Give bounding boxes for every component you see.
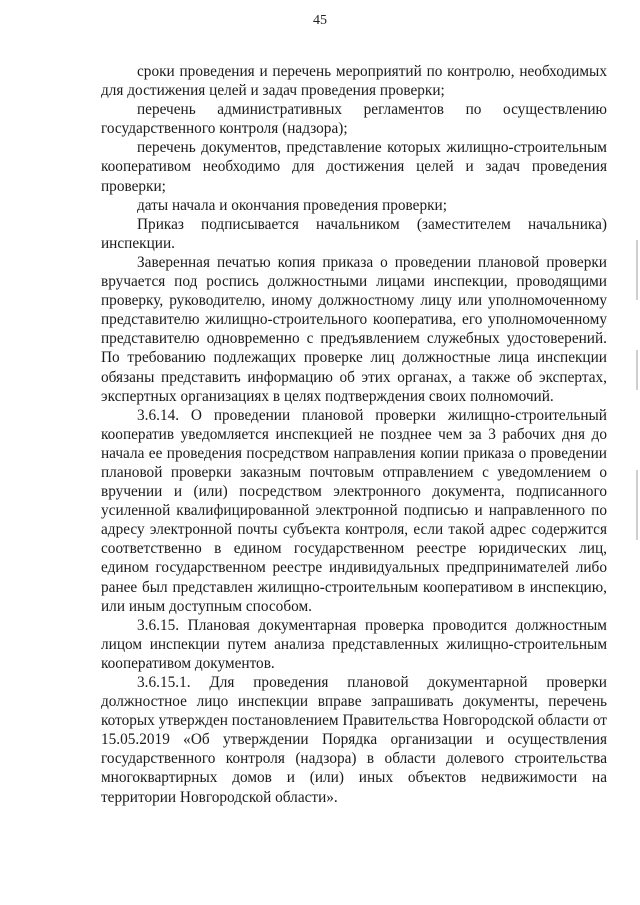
scan-edge-mark — [636, 240, 638, 300]
paragraph-order-signature: Приказ подписывается начальником (заместителем начальника) инспекции. — [101, 215, 607, 252]
paragraph-3-6-15: 3.6.15. Плановая документарная проверка проводится должностным лицом инспекции путем анализа представленных жилищно-строительным кооперативом документов. — [101, 616, 607, 672]
scan-edge-mark — [636, 470, 638, 540]
scan-edge-mark — [636, 350, 638, 390]
document-body — [101, 62, 607, 807]
paragraph-inspection-terms: сроки проведения и перечень мероприятий по контролю, необходимых для достижения целей и задач проведения проверки; — [101, 63, 607, 100]
paragraph-inspection-dates: даты начала и окончания проведения проверки; — [137, 196, 447, 214]
paragraph-order-copy-delivery: Заверенная печатью копия приказа о проведении плановой проверки вручается под роспись должностными лицами инспекции, проводящими проверку, руководителю, иному должностному лицу или уполномоченному представителю жилищно-строительного кооператива, его уполномоченному представителю одновременно с предъявлением служебных удостоверений. По требованию подлежащих проверке лиц должностные лица инспекции обязаны представить информацию об этих органах, а также об экспертах, экспертных организациях в целях подтверждения своих полномочий. — [101, 253, 607, 405]
paragraph-documents-list: перечень документов, представление которых жилищно-строительным кооперативом необходимо для достижения целей и задач проведения проверки; — [101, 139, 607, 195]
paragraph-regulations-list: перечень административных регламентов по осуществлению государственного контроля (надзора); — [101, 101, 607, 138]
paragraph-3-6-14: 3.6.14. О проведении плановой проверки жилищно-строительный кооператив уведомляется инспекцией не позднее чем за 3 рабочих дня до начала ее проведения посредством направления копии приказа о проведении плановой проверки заказным почтовым отправлением с уведомлением о вручении и (или) посредством электронного документа, подписанного усиленной квалифицированной электронной подписью и направленного по адресу электронной почты субъекта контроля, если такой адрес содержится соответственно в едином государственном реестре юридических лиц, едином государственном реестре индивидуальных предпринимателей либо ранее был представлен жилищно-строительным кооперативом в инспекцию, или иным доступным способом. — [101, 406, 607, 615]
page-number: 45 — [313, 13, 327, 28]
paragraph-3-6-15-1: 3.6.15.1. Для проведения плановой документарной проверки должностное лицо инспекции вправе запрашивать документы, перечень которых утвержден постановлением Правительства Новгородской области от 15.05.2019 «Об утверждении Порядка организации и осуществления государственного контроля (надзора) в области долевого строительства многоквартирных домов и (или) иных объектов недвижимости на территории Новгородской области». — [101, 674, 607, 806]
